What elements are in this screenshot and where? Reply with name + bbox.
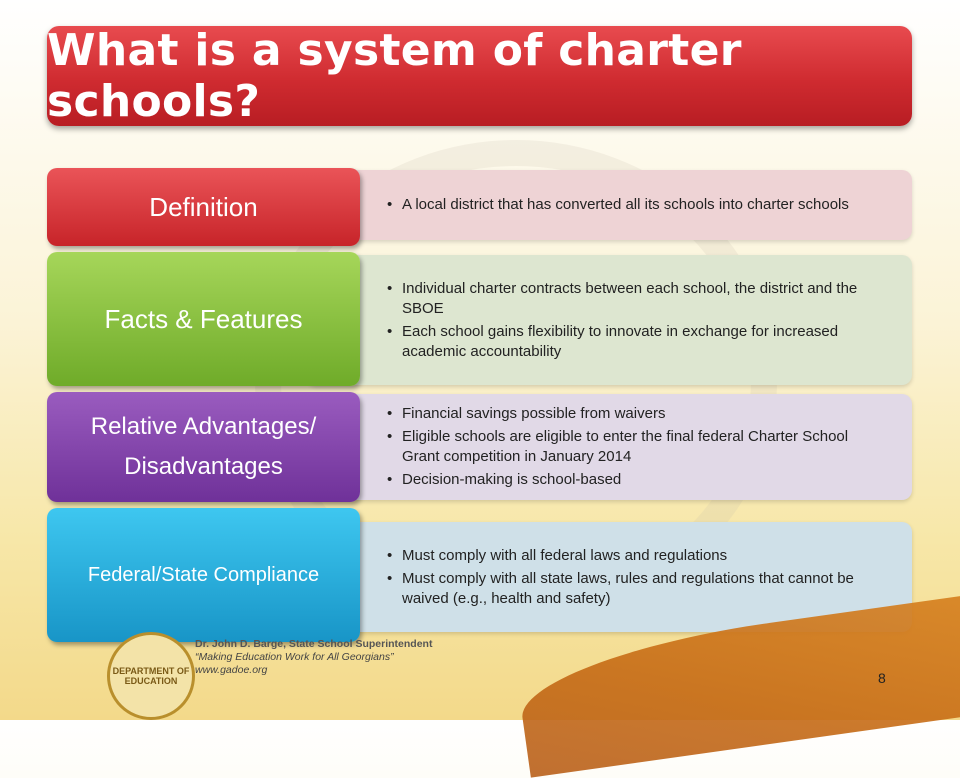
footer-motto: “Making Education Work for All Georgians”: [195, 651, 394, 663]
bullet-item: • Must comply with all state laws, rules and regulations that cannot be waived (e.g., health and safety): [402, 569, 882, 609]
advantages-label-line2: Disadvantages: [124, 453, 283, 480]
footer-text: [195, 638, 495, 677]
definition-label: Definition: [149, 191, 258, 222]
seal-text: DEPARTMENT OF EDUCATION: [112, 666, 190, 686]
bullet-item: • Individual charter contracts between each school, the district and the SBOE: [402, 279, 882, 319]
compliance-label: Federal/State Compliance: [87, 563, 320, 586]
facts-features-label: Facts & Features: [104, 303, 303, 334]
title-banner: [47, 26, 912, 126]
bullet-item: • Must comply with all federal laws and regulations: [402, 546, 882, 566]
row-advantages: [47, 392, 912, 502]
definition-label-box: [47, 168, 360, 246]
advantages-content: [307, 394, 912, 500]
compliance-label-box: [47, 508, 360, 642]
superintendent-name: Dr. John D. Barge, State School Superintendent: [195, 638, 433, 650]
footer-website: www.gadoe.org: [195, 664, 268, 676]
page-number: 8: [878, 670, 886, 686]
bullet-item: • Financial savings possible from waivers: [402, 404, 882, 424]
row-definition: [47, 168, 912, 246]
row-facts-features: [47, 252, 912, 386]
bullet-item: • A local district that has converted all its schools into charter schools: [402, 195, 849, 215]
department-seal-logo: [107, 632, 195, 720]
facts-features-content: [307, 255, 912, 385]
definition-content: [307, 170, 912, 240]
facts-features-label-box: [47, 252, 360, 386]
facts-features-bullets: [307, 276, 912, 365]
advantages-label-box: [47, 392, 360, 502]
bullet-item: • Decision-making is school-based: [402, 470, 882, 490]
advantages-bullets: [307, 401, 912, 493]
bullet-item: • Each school gains flexibility to innovate in exchange for increased academic accountability: [402, 322, 882, 362]
advantages-label-line1: Relative Advantages/: [90, 413, 317, 440]
definition-bullets: [307, 192, 879, 218]
slide-title: What is a system of charter schools?: [47, 25, 742, 127]
compliance-bullets: [307, 543, 912, 612]
bullet-item: • Eligible schools are eligible to enter the final federal Charter School Grant competition in January 2014: [402, 427, 882, 467]
